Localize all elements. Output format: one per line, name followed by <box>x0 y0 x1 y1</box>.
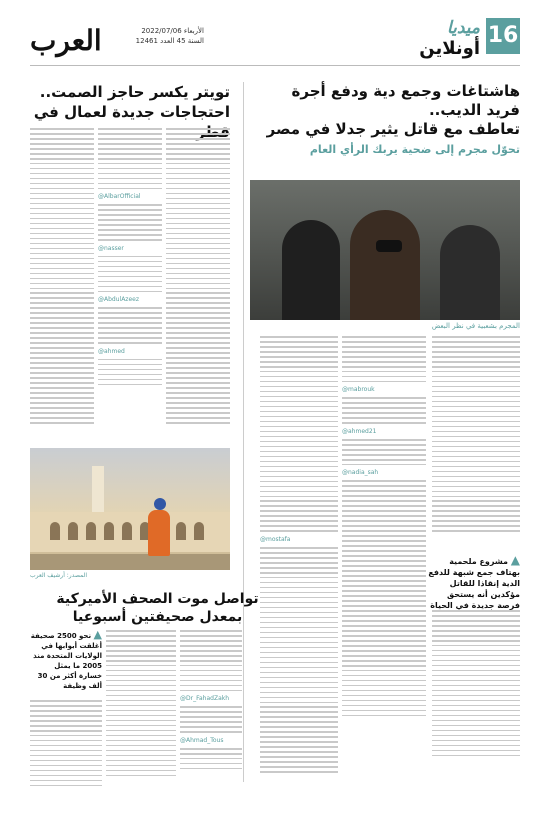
lead-photo <box>250 180 520 320</box>
text-lines <box>432 610 520 756</box>
quote-mark-icon: ▲ <box>510 553 520 567</box>
lead-pull-quote-text: مشروع ملحمية بهتاف جمع شبهة للدفع الدية إنقاذا للقاتل مؤكدين أنه يستحق فرصة جديدة في الحياة <box>428 557 520 610</box>
twitter-handle[interactable]: @nadia_sah <box>342 469 379 477</box>
lead-subheadline: تحوّل مجرم إلى ضحية يربك الرأي العام <box>309 143 520 156</box>
qatar-column-1 <box>30 128 94 443</box>
text-lines <box>98 307 162 343</box>
twitter-handle[interactable]: @mostafa <box>260 535 291 543</box>
section-title-bottom: أونلاين <box>419 38 480 59</box>
photo-figure-1 <box>440 225 500 320</box>
issue-line: السنة 45 العدد 12461 <box>135 37 204 45</box>
text-lines <box>98 359 162 386</box>
text-lines <box>342 397 426 424</box>
photo-arch <box>68 522 78 540</box>
masthead <box>30 20 210 60</box>
twitter-handle[interactable]: @AlbarOfficial <box>98 193 141 201</box>
lead-pull-quote <box>428 555 520 611</box>
lead-photo-caption: المجرم بشعبية في نظر البعض <box>431 322 520 330</box>
text-lines <box>260 336 338 532</box>
section-title <box>370 18 480 60</box>
text-lines <box>166 128 230 424</box>
bottom-headline-top: تواصل موت الصحف الأميركية <box>56 591 259 607</box>
lead-column-1 <box>432 336 520 546</box>
text-lines <box>342 480 426 716</box>
column-divider <box>243 82 244 782</box>
photo-minaret <box>92 466 104 514</box>
bottom-pull-quote-text: نحو 2500 صحيفة أغلقت أبوابها في الولايات المتحدة منذ 2005 ما يمثل خسارة أكثر من 30 ألف وظيفة <box>30 632 102 690</box>
date-line: الأربعاء 2022/07/06 <box>141 27 204 35</box>
twitter-handle[interactable]: @ahmed <box>98 347 125 355</box>
photo-figure-2 <box>350 210 420 320</box>
qatar-column-3 <box>166 128 230 443</box>
twitter-handle[interactable]: @AbdulAzeez <box>98 296 139 304</box>
page-header <box>30 18 520 66</box>
lead-headline-block <box>265 82 520 156</box>
issue-meta <box>114 26 204 46</box>
photo-worker <box>148 510 170 556</box>
text-lines <box>106 630 176 776</box>
qatar-photo <box>30 448 230 570</box>
photo-arch <box>194 522 204 540</box>
photo-ground <box>30 554 230 570</box>
text-lines <box>30 128 94 424</box>
text-lines <box>342 439 426 466</box>
twitter-handle[interactable]: @Dr_FahadZakh <box>180 695 230 703</box>
lead-headline-top: هاشتاغات وجمع دية ودفع أجرة فريد الديب.. <box>291 82 520 119</box>
bottom-column-1 <box>30 700 102 790</box>
photo-arch <box>176 522 186 540</box>
qatar-headline-top: تويتر يكسر حاجز الصمت.. <box>39 83 230 101</box>
section-title-top: ميديا <box>446 18 480 38</box>
qatar-column-2 <box>98 128 162 443</box>
photo-arch <box>104 522 114 540</box>
twitter-handle[interactable]: @Ahmad_Tous <box>180 736 224 744</box>
lead-headline: تعاطف مع قاتل يثير جدلا في مصر <box>266 120 520 138</box>
text-lines <box>30 700 102 786</box>
photo-arch <box>50 522 60 540</box>
quote-mark-icon: ▲ <box>93 628 102 641</box>
bottom-column-3 <box>180 630 242 790</box>
lead-column-2 <box>342 336 426 776</box>
bottom-headline: بمعدل صحيفتين أسبوعيا <box>72 609 243 625</box>
qatar-photo-caption: المصدر: أرشيف العرب <box>30 572 88 579</box>
text-lines <box>180 748 242 770</box>
bottom-column-2 <box>106 630 176 790</box>
text-lines <box>432 336 520 532</box>
page-number: 16 <box>486 18 520 54</box>
twitter-handle[interactable]: @ahmed21 <box>342 427 377 435</box>
photo-figure-3 <box>282 220 340 320</box>
text-lines <box>260 547 338 776</box>
twitter-handle[interactable]: @mabrouk <box>342 386 375 394</box>
newspaper-logo: العرب <box>30 24 102 57</box>
bottom-pull-quote <box>30 630 102 691</box>
text-lines <box>180 706 242 733</box>
bottom-headline-block <box>30 590 285 626</box>
lead-column-1-bottom <box>432 610 520 780</box>
text-lines <box>98 128 162 189</box>
text-lines <box>98 204 162 240</box>
text-lines <box>98 256 162 292</box>
qatar-headline: احتجاجات جديدة لعمال في <box>33 103 230 121</box>
lead-column-3 <box>260 336 338 776</box>
photo-arch <box>86 522 96 540</box>
photo-face-mask <box>376 240 402 252</box>
twitter-handle[interactable]: @nasser <box>98 244 124 252</box>
photo-worker-head <box>154 498 166 510</box>
text-lines <box>180 630 242 691</box>
text-lines <box>342 336 426 382</box>
photo-arch <box>122 522 132 540</box>
